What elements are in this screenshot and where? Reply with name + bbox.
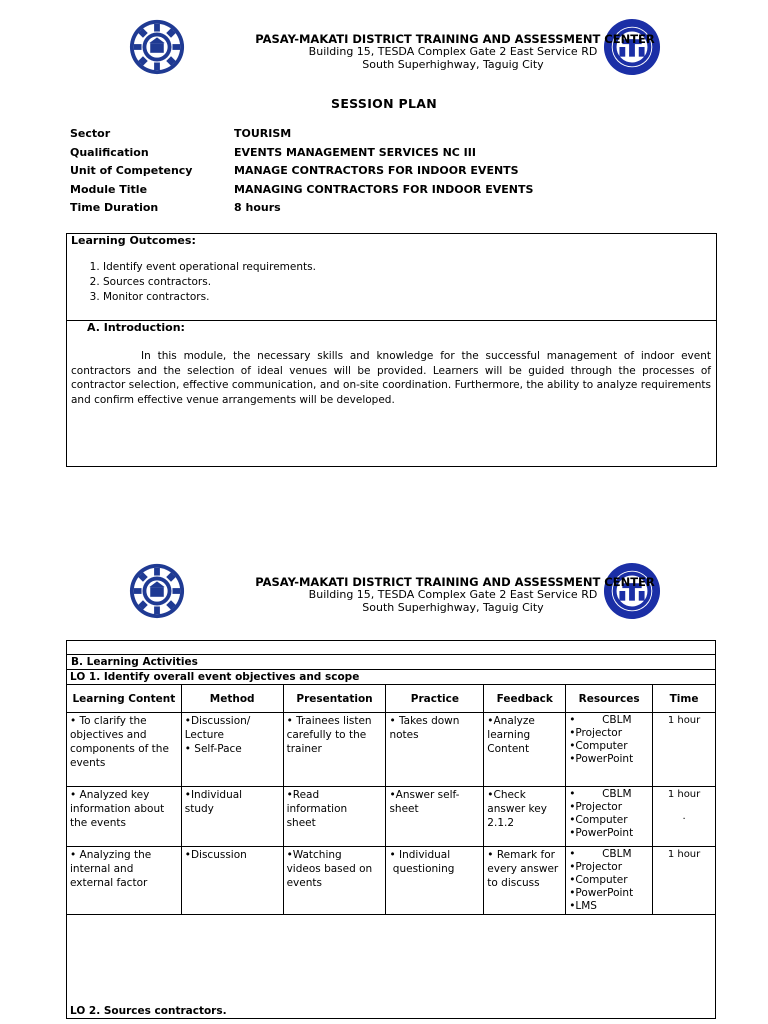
cell-line: components of the xyxy=(70,743,169,755)
practice-cell xyxy=(386,847,484,915)
practice-cell xyxy=(386,713,484,787)
address-line-2: South Superhighway, Taguig City xyxy=(362,601,544,614)
resources-cell xyxy=(566,787,653,847)
cell-line: • CBLM xyxy=(569,848,632,860)
cell-line: • Individual xyxy=(389,849,451,861)
cell-line: • Takes down xyxy=(389,715,460,727)
meta-row xyxy=(70,183,710,202)
practice-cell xyxy=(386,787,484,847)
cell-line: • Remark for xyxy=(487,849,555,861)
tesda-gear-seal-logo xyxy=(128,18,186,76)
cell-line: to discuss xyxy=(487,877,540,889)
column-header: Presentation xyxy=(283,685,386,713)
center-name: PASAY-MAKATI DISTRICT TRAINING AND ASSESSMENT CENTER xyxy=(255,575,655,589)
cell-line: •Projector xyxy=(569,727,623,739)
list-item: 2. Sources contractors. xyxy=(103,275,316,290)
cell-line: . xyxy=(682,811,686,822)
cell-line: • Self-Pace xyxy=(184,743,242,755)
cell-line: the events xyxy=(70,817,126,829)
table-row xyxy=(67,713,716,787)
cell-line: study xyxy=(184,803,214,815)
cell-line: 1 hour xyxy=(667,715,701,726)
lo1-heading: LO 1. Identify overall event objectives and scope xyxy=(67,670,716,685)
cell-line: •Computer xyxy=(569,814,628,826)
blank-cell xyxy=(67,641,716,655)
meta-label: Unit of Competency xyxy=(70,164,193,177)
presentation-cell xyxy=(283,713,386,787)
address-line-2: South Superhighway, Taguig City xyxy=(362,58,544,71)
cell-line: •PowerPoint xyxy=(569,753,634,765)
meta-row xyxy=(70,201,710,220)
cell-line: •PowerPoint xyxy=(569,827,634,839)
column-header: Resources xyxy=(566,685,653,713)
cell-line: 1 hour xyxy=(667,849,701,860)
cell-line: •Projector xyxy=(569,801,623,813)
introduction-text: In this module, the necessary skills and knowledge for the successful management of indoor event contractors and the selection of ideal venues will be provided. Learners will be guided through the processes of contractor selection, effective communication, and on-site coordination. Furthermore, the ability to analyze requirements and confirm effective venue arrangements will be developed. xyxy=(71,350,711,406)
cell-line: answer key xyxy=(487,803,547,815)
cell-line: •Computer xyxy=(569,740,628,752)
cell-line: carefully to the xyxy=(286,729,367,741)
cell-line: • CBLM xyxy=(569,788,632,800)
meta-row xyxy=(70,127,710,146)
cell-line: objectives and xyxy=(70,729,147,741)
resources-cell xyxy=(566,847,653,915)
introduction-heading: A. Introduction: xyxy=(87,321,185,334)
cell-line: •Computer xyxy=(569,874,628,886)
learning-activities-table xyxy=(66,640,716,1019)
presentation-cell xyxy=(283,787,386,847)
cell-line: • Analyzing the xyxy=(70,849,152,861)
presentation-cell xyxy=(283,847,386,915)
cell-line: • To clarify the xyxy=(70,715,147,727)
cell-line: •Check xyxy=(487,789,526,801)
cell-line: •Individual xyxy=(184,789,243,801)
time-cell xyxy=(653,847,716,915)
method-cell xyxy=(181,787,283,847)
method-cell xyxy=(181,713,283,787)
meta-block xyxy=(70,127,710,220)
meta-label: Sector xyxy=(70,127,111,140)
address-line-1: Building 15, TESDA Complex Gate 2 East Service RD xyxy=(308,45,598,58)
table-row xyxy=(67,915,716,1019)
content-cell xyxy=(67,787,182,847)
section-heading: B. Learning Activities xyxy=(67,655,716,670)
table-row xyxy=(67,641,716,655)
table-header-row xyxy=(67,685,716,713)
cell-line: learning xyxy=(487,729,531,741)
cell-line: 1 hour xyxy=(667,789,701,800)
table-row xyxy=(67,787,716,847)
list-item: 3. Monitor contractors. xyxy=(103,290,316,305)
cell-line: information about xyxy=(70,803,165,815)
feedback-cell xyxy=(484,787,566,847)
cell-line: every answer xyxy=(487,863,559,875)
content-cell xyxy=(67,713,182,787)
cell-line: internal and xyxy=(70,863,134,875)
column-header: Practice xyxy=(386,685,484,713)
table-row xyxy=(67,847,716,915)
meta-label: Qualification xyxy=(70,145,149,159)
cell-line: •Projector xyxy=(569,861,623,873)
cell-line: •Watching xyxy=(286,849,342,861)
learning-outcomes-heading: Learning Outcomes: xyxy=(71,234,196,247)
cell-line: events xyxy=(70,757,106,769)
cell-line: sheet xyxy=(389,803,419,815)
time-cell xyxy=(653,787,716,847)
meta-row xyxy=(70,164,710,183)
cell-line: Lecture xyxy=(184,729,224,741)
cell-line: questioning xyxy=(389,863,455,875)
tesda-gear-seal-logo xyxy=(128,562,186,620)
cell-line: • Analyzed key xyxy=(70,789,150,801)
column-header: Feedback xyxy=(484,685,566,713)
list-item: 1. Identify event operational requirements. xyxy=(103,260,316,275)
method-cell xyxy=(181,847,283,915)
cell-line: notes xyxy=(389,729,419,741)
center-name: PASAY-MAKATI DISTRICT TRAINING AND ASSESSMENT CENTER xyxy=(255,32,655,46)
cell-line: external factor xyxy=(70,877,148,889)
cell-line: •Discussion xyxy=(184,849,247,861)
meta-value: 8 hours xyxy=(234,201,281,214)
cell-line: •Read xyxy=(286,789,320,801)
cell-line: sheet xyxy=(286,817,316,829)
feedback-cell xyxy=(484,713,566,787)
lo2-heading: LO 2. Sources contractors. xyxy=(67,915,716,1019)
cell-line: •LMS xyxy=(569,900,597,912)
cell-line: information xyxy=(286,803,348,815)
column-header: Learning Content xyxy=(67,685,182,713)
learning-outcomes-box xyxy=(66,233,717,321)
time-cell xyxy=(653,713,716,787)
cell-line: •Answer self- xyxy=(389,789,460,801)
cell-line: •Discussion/ xyxy=(184,715,251,727)
column-header: Method xyxy=(181,685,283,713)
content-cell xyxy=(67,847,182,915)
cell-line: •Analyze xyxy=(487,715,535,727)
learning-outcomes-list xyxy=(67,260,316,305)
feedback-cell xyxy=(484,847,566,915)
cell-line: •PowerPoint xyxy=(569,887,634,899)
meta-label: Module Title xyxy=(70,182,148,196)
meta-value: EVENTS MANAGEMENT SERVICES NC III xyxy=(234,145,476,159)
meta-label: Time Duration xyxy=(70,201,159,214)
table-row xyxy=(67,670,716,685)
resources-cell xyxy=(566,713,653,787)
meta-value: MANAGING CONTRACTORS FOR INDOOR EVENTS xyxy=(234,182,534,196)
address-line-1: Building 15, TESDA Complex Gate 2 East Service RD xyxy=(308,588,598,601)
meta-row xyxy=(70,146,710,165)
introduction-box xyxy=(66,320,717,467)
session-plan-title: SESSION PLAN xyxy=(331,96,437,111)
cell-line: Content xyxy=(487,743,530,755)
column-header: Time xyxy=(653,685,716,713)
cell-line: videos based on xyxy=(286,863,373,875)
meta-value: MANAGE CONTRACTORS FOR INDOOR EVENTS xyxy=(234,164,519,177)
cell-line: • Trainees listen xyxy=(286,715,372,727)
cell-line: • CBLM xyxy=(569,714,632,726)
cell-line: trainer xyxy=(286,743,322,755)
cell-line: 2.1.2 xyxy=(487,817,515,829)
meta-value: TOURISM xyxy=(234,127,292,140)
cell-line: events xyxy=(286,877,322,889)
table-row xyxy=(67,655,716,670)
